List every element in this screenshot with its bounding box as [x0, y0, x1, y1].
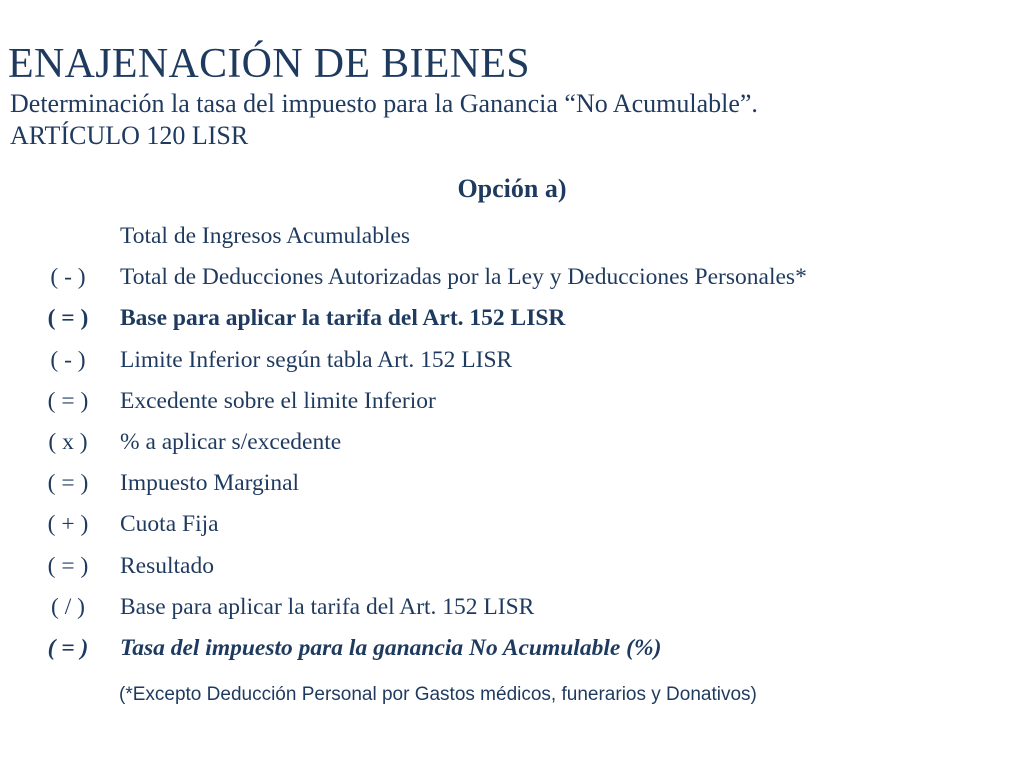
operator: ( = ): [47, 552, 89, 579]
row-text: Impuesto Marginal: [120, 470, 300, 497]
operator: ( - ): [50, 346, 86, 373]
operator: ( = ): [47, 470, 89, 497]
row-text: Resultado: [120, 552, 214, 579]
row-text: Excedente sobre el limite Inferior: [120, 387, 436, 414]
calculation-list: [0, 217, 1024, 670]
operator: ( = ): [47, 634, 89, 661]
calc-row-tasa-final: [0, 629, 1024, 670]
operator: ( + ): [47, 511, 89, 538]
subtitle-line-2: ARTÍCULO 120 LISR: [10, 121, 249, 150]
option-heading: Opción a): [457, 174, 567, 203]
calc-row-base: [0, 299, 1024, 340]
subtitle-line-1: Determinación la tasa del impuesto para la Ganancia “No Acumulable”.: [10, 89, 758, 118]
row-text: % a aplicar s/excedente: [120, 428, 342, 455]
slide-title: ENAJENACIÓN DE BIENES: [8, 41, 530, 87]
row-text: Total de Ingresos Acumulables: [120, 223, 411, 249]
calc-row-total-ingresos: [0, 217, 1024, 258]
operator: ( = ): [47, 387, 89, 414]
row-text: Tasa del impuesto para la ganancia No Acumulable (%): [120, 634, 662, 661]
row-text: Limite Inferior según tabla Art. 152 LISR: [120, 346, 513, 373]
footnote: (*Excepto Deducción Personal por Gastos médicos, funerarios y Donativos): [119, 684, 757, 705]
row-text: Base para aplicar la tarifa del Art. 152 LISR: [120, 305, 566, 332]
calc-row-porcentaje: [0, 423, 1024, 464]
operator: ( / ): [51, 593, 85, 620]
calc-row-impuesto-marginal: [0, 464, 1024, 505]
calc-row-deducciones: [0, 258, 1024, 299]
row-text: Cuota Fija: [120, 511, 219, 538]
calc-row-base-division: [0, 588, 1024, 629]
row-text: Base para aplicar la tarifa del Art. 152 LISR: [120, 593, 535, 620]
calc-row-excedente: [0, 382, 1024, 423]
calc-row-resultado: [0, 547, 1024, 588]
slide-subtitle: [10, 88, 1010, 152]
calc-row-limite-inferior: [0, 341, 1024, 382]
operator: ( x ): [48, 428, 88, 455]
operator: ( - ): [50, 264, 86, 291]
calc-row-cuota-fija: [0, 505, 1024, 546]
row-text: Total de Deducciones Autorizadas por la Ley y Deducciones Personales*: [120, 264, 807, 291]
operator: ( = ): [47, 305, 89, 332]
